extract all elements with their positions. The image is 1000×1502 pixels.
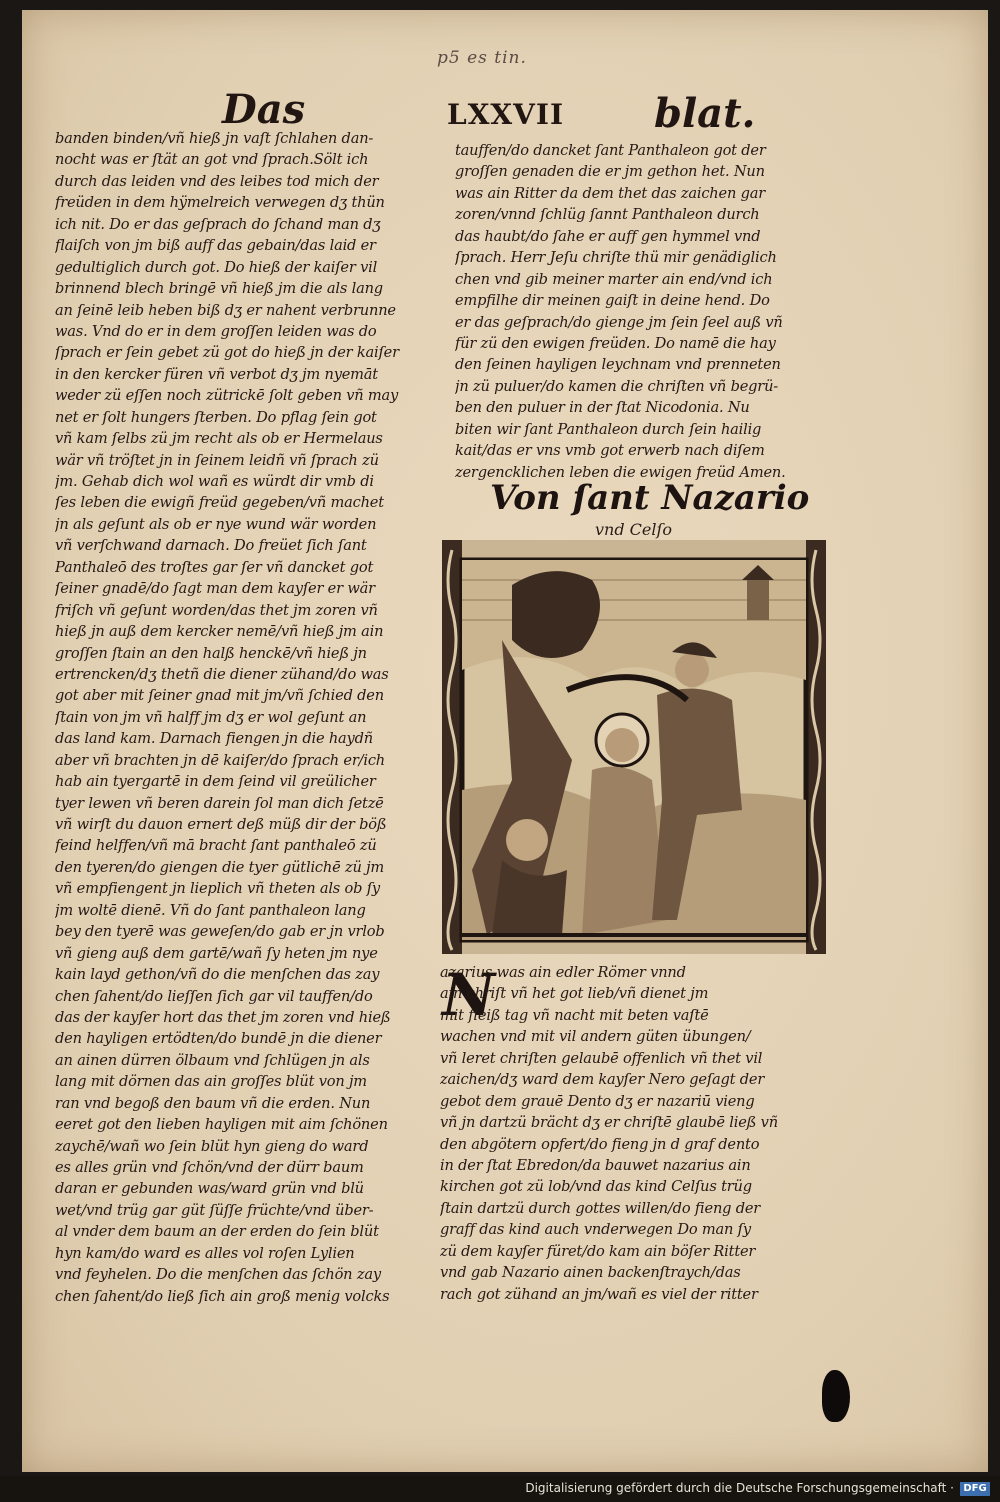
- text-line: daran er gebunden was/ward grün vnd blü: [55, 1180, 364, 1198]
- text-line: banden binden/vñ hieß jn vaſt ſchlahen dan‑: [55, 130, 374, 147]
- text-line: gebot dem grauē Dento dʒ er nazariū vieng: [440, 1092, 755, 1110]
- text-line: eeret got den lieben hayligen mit aim ſchönen: [55, 1116, 388, 1134]
- text-line: in den kercker füren vñ verbot dʒ jm nyemāt: [55, 365, 378, 383]
- text-line: bey den tyerē was geweſen/do gab er jn vrlob: [55, 923, 385, 941]
- text-line: kait/das er vns vmb got erwerb nach diſem: [455, 442, 765, 460]
- text-line: biten wir ſant Panthaleon durch ſein hailig: [455, 420, 762, 438]
- text-line: kain layd gethon/vñ do die menſchen das zay: [55, 966, 380, 984]
- text-line: zergencklichen leben die ewigen freüd Amen.: [455, 463, 786, 480]
- text-line: ſtain von jm vñ halff jm dʒ er wol geſunt an: [55, 708, 367, 726]
- text-line: weder zü eſſen noch zütrickē ſolt geben vñ may: [55, 387, 399, 405]
- dfg-logo: DFG: [960, 1482, 990, 1496]
- text-line: den abgötern opfert/do fieng jn d graf dento: [440, 1135, 760, 1153]
- text-line: Panthaleō des troſtes gar ſer vñ dancket got: [55, 558, 374, 576]
- footer-credit: Digitalisierung gefördert durch die Deutsche Forschungsgemeinschaft ·: [525, 1481, 954, 1495]
- text-line: ſprach. Herr Jeſu chriſte thü mir genädiglich: [455, 249, 777, 267]
- text-line: tyer lewen vñ beren darein ſol man dich ſetzē: [55, 794, 384, 812]
- text-line: al vnder dem baum an der erden do ſein blüt: [55, 1223, 379, 1241]
- text-line: net er ſolt hungers ſterben. Do pflag ſein got: [55, 408, 377, 426]
- text-line: mit fleiß tag vñ nacht mit beten vaſtē: [440, 1006, 709, 1024]
- right-text-column-bottom: [440, 962, 830, 1302]
- text-line: das land kam. Darnach fiengen jn die haydñ: [55, 730, 373, 748]
- text-line: empfilhe dir meinen gaiſt in deine hend. Do: [455, 292, 770, 310]
- text-line: jn zü puluer/do kamen die chriſten vñ begrü‑: [455, 377, 779, 395]
- text-line: zaychē/wañ wo ſein blüt hyn gieng do ward: [55, 1137, 369, 1155]
- text-line: jm. Gehab dich wol wañ es würdt dir vmb di: [55, 473, 374, 490]
- text-line: nocht was er ſtät an got vnd ſprach.Sölt ich: [55, 151, 369, 169]
- text-line: gedultiglich durch got. Do hieß der kaiſer vil: [55, 258, 378, 276]
- text-line: aber vñ brachten jn dē kaiſer/do ſprach er/ich: [55, 751, 385, 769]
- text-line: jn als geſunt als ob er nye wund wär worden: [55, 515, 377, 533]
- text-line: vñ kam ſelbs zü jm recht als ob er Hermelaus: [55, 430, 383, 448]
- handwritten-note: p5 es tin.: [437, 48, 527, 68]
- text-line: er das geſprach/do gienge jm ſein ſeel auß vñ: [455, 313, 783, 331]
- text-line: groſſen ſtain an den halß henckē/vñ hieß jn: [55, 644, 367, 662]
- folio-number: LXXVII: [447, 98, 565, 131]
- text-line: jm woltē dienē. Vñ do ſant panthaleon lang: [55, 901, 366, 919]
- text-line: ſeiner gnadē/do ſagt man dem kayſer er wär: [55, 580, 375, 598]
- text-line: zaichen/dʒ ward dem kayſer Nero geſagt der: [440, 1071, 765, 1089]
- text-line: ſtain dartzü durch gottes willen/do fieng der: [440, 1199, 761, 1217]
- text-line: got aber mit ſeiner gnad mit jm/vñ ſchied den: [55, 687, 384, 705]
- text-line: vñ gieng auß dem gartē/wañ ſy heten jm nye: [55, 944, 378, 962]
- text-line: es alles grün vnd ſchön/vnd der dürr baum: [55, 1159, 364, 1176]
- text-line: für zü den ewigen freüden. Do namē die hay: [455, 334, 776, 352]
- text-line: ich nit. Do er das geſprach do ſchand man dʒ: [55, 215, 381, 233]
- text-line: brinnend blech bringē vñ hieß jm die als lang: [55, 280, 383, 298]
- text-line: den tyeren/do giengen die tyer gütlichē zü jm: [55, 858, 385, 876]
- text-line: chen vnd gib meiner marter ain end/vnd ich: [455, 270, 773, 288]
- header-right: blat.: [654, 90, 756, 137]
- text-line: feind helffen/vñ mā bracht ſant panthaleō zü: [55, 837, 377, 855]
- text-line: vnd feyhelen. Do die menſchen das ſchön zay: [55, 1266, 381, 1284]
- text-line: den hayligen ertödten/do bundē jn die diener: [55, 1030, 382, 1048]
- text-line: hab ain tyergartē in dem ſeind vil greülicher: [55, 773, 376, 791]
- text-line: vñ wirſt du dauon ernert deß müß dir der böß: [55, 816, 387, 833]
- text-line: lang mit dörnen das ain groſſes blüt von jm: [55, 1073, 367, 1091]
- text-line: zoren/vnnd ſchlüg ſannt Panthaleon durch: [455, 206, 760, 224]
- text-line: in der ſtat Ebredon/da bauwet nazarius ain: [440, 1156, 751, 1174]
- text-line: durch das leiden vnd des leibes tod mich der: [55, 172, 379, 190]
- text-line: das der kayſer hort das thet jm zoren vnd hieß: [55, 1008, 391, 1026]
- text-line: was. Vnd do er in dem groſſen leiden was do: [55, 322, 377, 340]
- text-line: vñ leret chriſten gelaubē offenlich vñ thet vil: [440, 1049, 763, 1067]
- text-line: ain chriſt vñ het got lieb/vñ dienet jm: [440, 985, 709, 1003]
- text-line: ben den puluer in der ſtat Nicodonia. Nu: [455, 399, 750, 417]
- decorated-initial: N: [442, 961, 496, 1029]
- text-line: chen ſahent/do lieſſen ſich gar vil tauffen/do: [55, 987, 373, 1005]
- text-line: was ain Ritter da dem thet das zaichen gar: [455, 184, 765, 202]
- footer-bar: [0, 1476, 1000, 1502]
- text-line: das haubt/do ſahe er auff gen hymmel vnd: [455, 227, 761, 245]
- text-line: friſch vñ geſunt worden/das thet jm zoren vñ: [55, 601, 378, 619]
- text-line: ſprach er ſein gebet zü got do hieß jn der kaiſer: [55, 344, 399, 362]
- text-line: graff das kind auch vnderwegen Do man ſy: [440, 1221, 751, 1239]
- woodcut-illustration: [442, 540, 826, 954]
- text-line: chen ſahent/do ließ ſich ain groß menig volcks: [55, 1287, 390, 1305]
- text-line: wachen vnd mit vil andern güten übungen/: [440, 1028, 751, 1046]
- header-left: Das: [222, 86, 306, 133]
- text-line: an ainen dürren ölbaum vnd ſchlügen jn als: [55, 1051, 370, 1069]
- text-line: den ſeinen hayligen leychnam vnd prenneten: [455, 356, 781, 374]
- text-line: ſes leben die ewigñ freüd gegeben/vñ machet: [55, 494, 384, 512]
- text-line: vnd gab Nazario ainen backenſtraych/das: [440, 1264, 741, 1282]
- text-line: ertrencken/dʒ thetñ die diener zühand/do was: [55, 665, 389, 683]
- text-line: vñ jn dartzü brächt dʒ er chriſtē glaubē ließ vñ: [440, 1114, 778, 1132]
- text-line: hieß jn auß dem kercker nemē/vñ hieß jm ain: [55, 623, 384, 641]
- text-line: rach got zühand an jm/wañ es viel der ritter: [440, 1285, 758, 1302]
- left-text-column: [55, 128, 433, 1308]
- text-line: wet/vnd trüg gar güt ſüſſe früchte/vnd über‑: [55, 1201, 374, 1219]
- section-title: Von ſant Nazario: [490, 478, 810, 518]
- text-line: hyn kam/do ward es alles vol roſen Lylien: [55, 1244, 355, 1262]
- text-line: vñ verſchwand darnach. Do freüet ſich ſant: [55, 537, 367, 555]
- text-line: groſſen genaden die er jm gethon het. Nun: [455, 163, 765, 181]
- text-line: ran vnd begoß den baum vñ die erden. Nun: [55, 1094, 371, 1112]
- text-line: kirchen got zü lob/vnd das kind Celſus trüg: [440, 1178, 752, 1196]
- text-line: azarius was ain edler Römer vnnd: [440, 964, 686, 981]
- text-line: wär vñ tröſtet jn in ſeinem leidñ vñ ſprach zü: [55, 451, 379, 469]
- text-line: vñ empfiengent jn lieplich vñ theten als ob ſy: [55, 880, 380, 898]
- text-line: flaiſch von jm biß auff das gebain/das laid er: [55, 237, 376, 255]
- text-line: an ſeinē leib heben biß dʒ er nahent verbrunne: [55, 301, 396, 319]
- text-line: tauffen/do dancket ſant Panthaleon got der: [455, 142, 766, 159]
- ink-blot: [822, 1370, 850, 1422]
- text-line: zü dem kayſer füret/do kam ain böſer Ritter: [440, 1242, 756, 1260]
- text-line: freüden in dem hÿmelreich verwegen dʒ thün: [55, 194, 385, 212]
- right-text-column-top: [455, 140, 855, 480]
- section-subtitle: vnd Celſo: [595, 520, 673, 539]
